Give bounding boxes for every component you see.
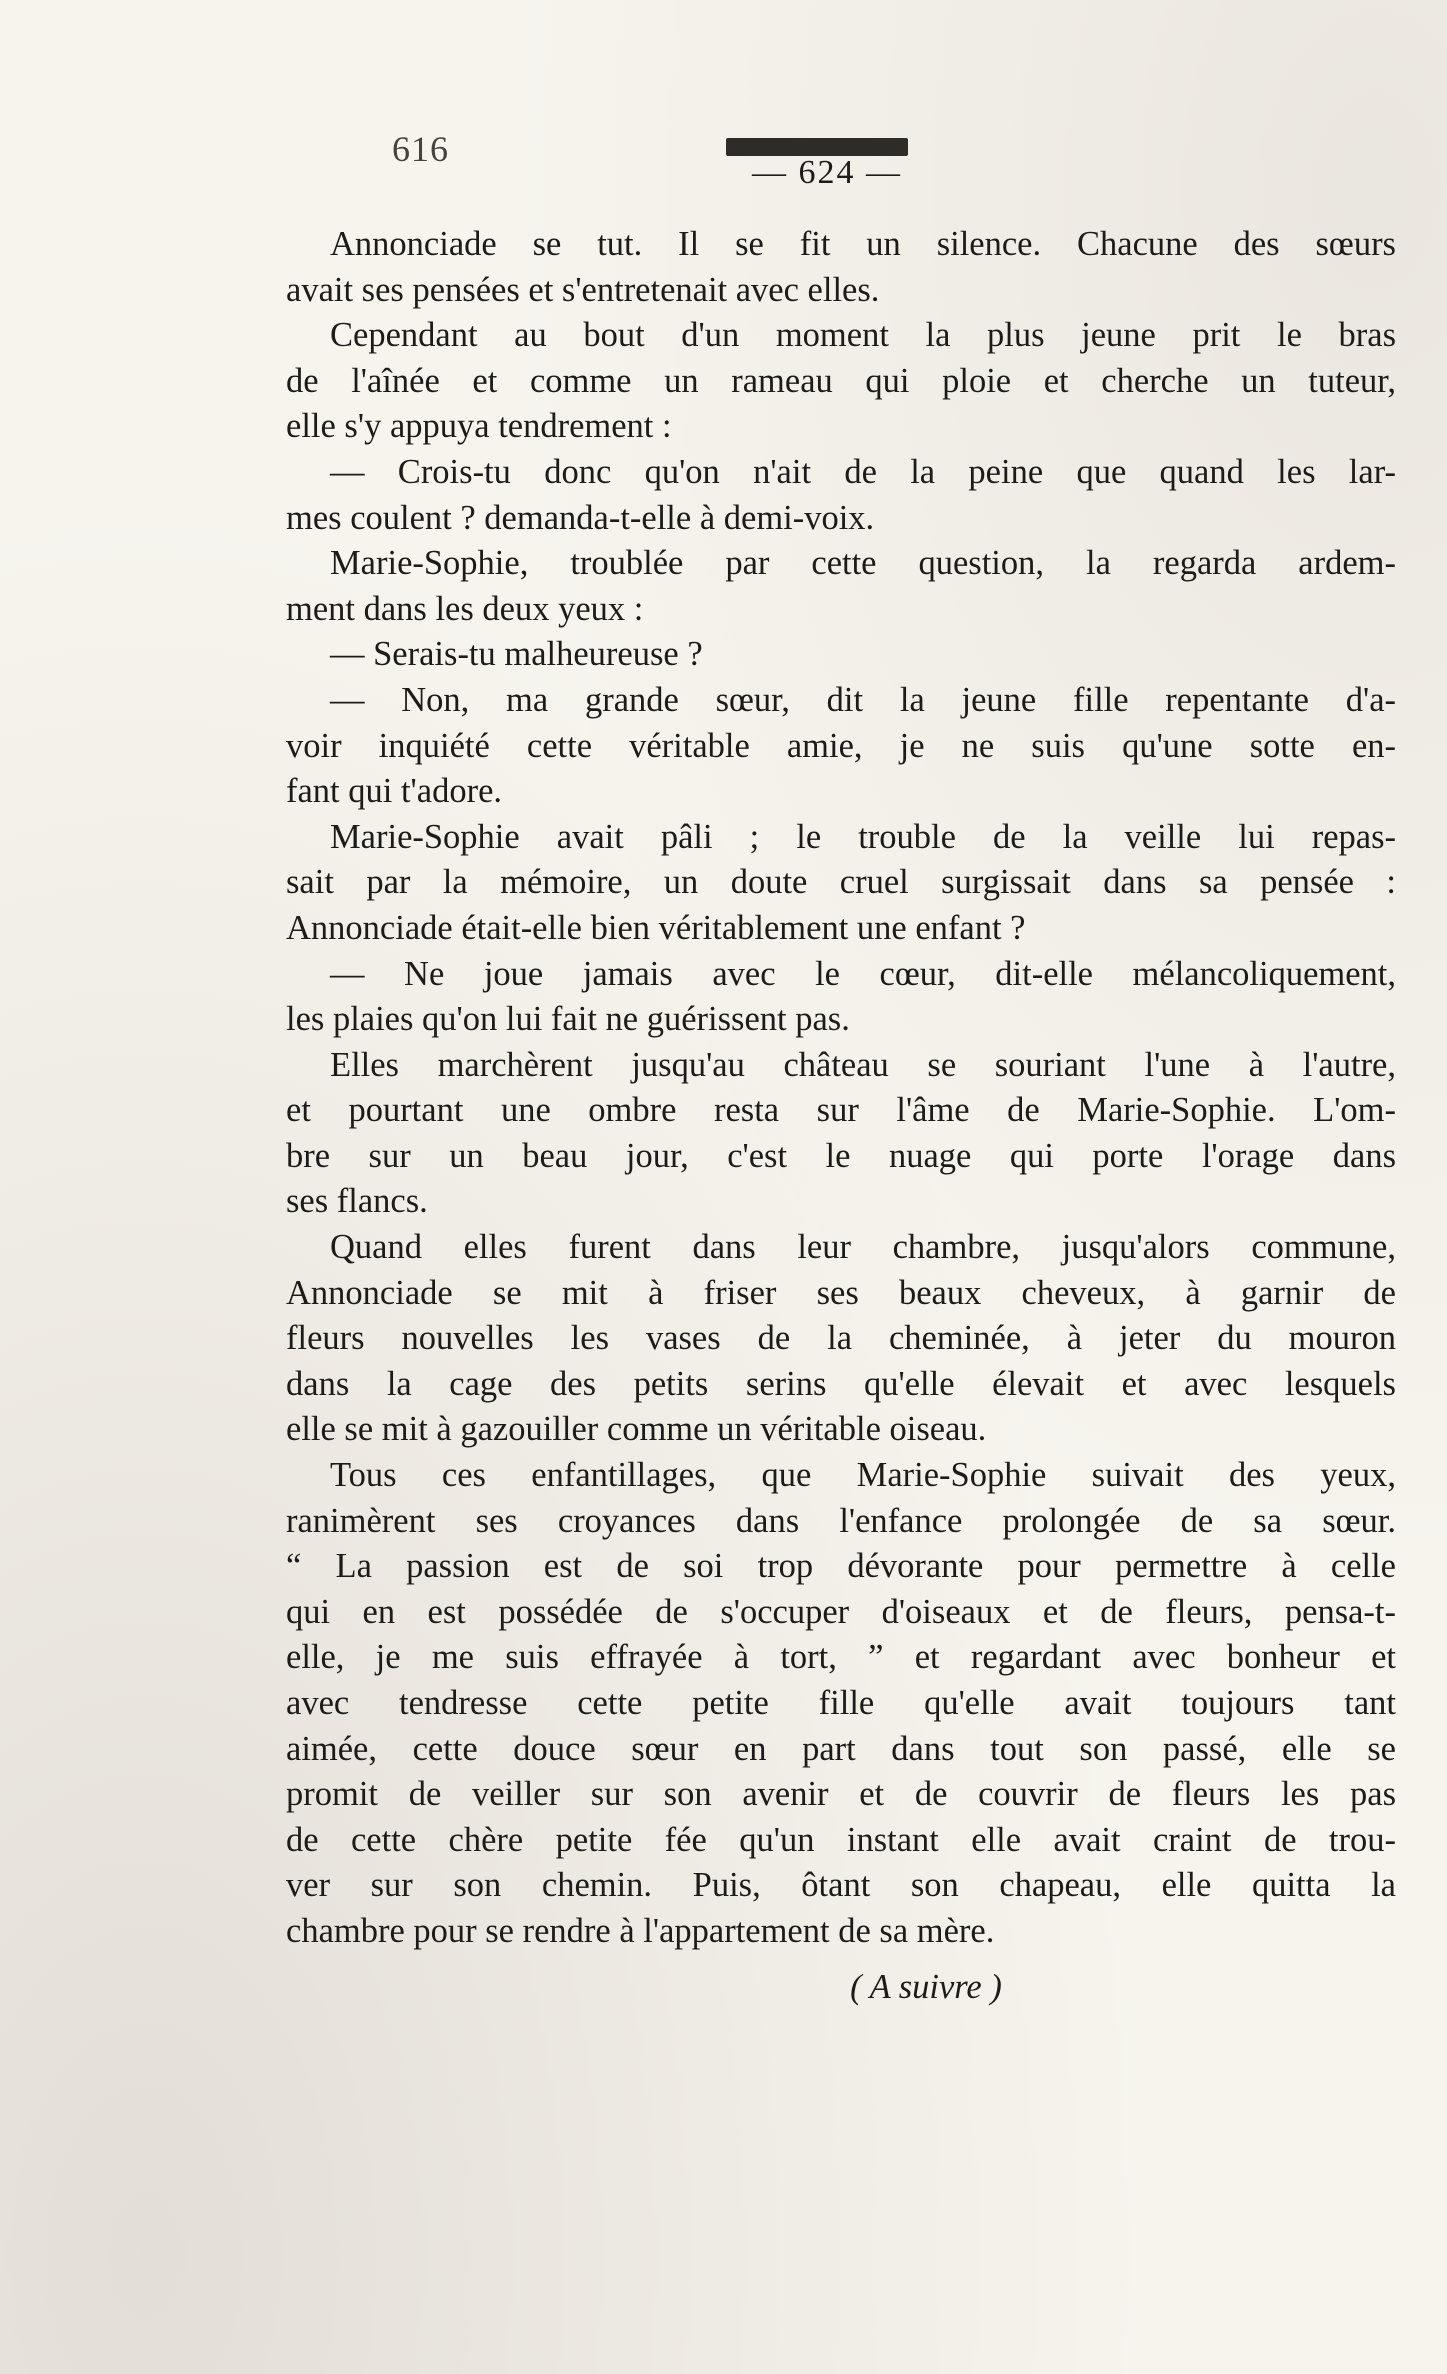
text-line: sait par la mémoire, un doute cruel surgissait dans sa pensée :: [286, 863, 1396, 902]
text-line: — Serais-tu malheureuse ?: [330, 635, 703, 674]
text-line: ver sur son chemin. Puis, ôtant son chapeau, elle quitta la: [286, 1866, 1396, 1905]
text-line: elle s'y appuya tendrement :: [286, 407, 672, 446]
text-line: Marie-Sophie avait pâli ; le trouble de la veille lui repas-: [330, 817, 1396, 856]
old-page-number: 616: [392, 129, 449, 169]
text-line: Marie-Sophie, troublée par cette question, la regarda ardem-: [330, 544, 1396, 583]
text-line: Tous ces enfantillages, que Marie-Sophie suivait des yeux,: [330, 1456, 1396, 1495]
text-line: bre sur un beau jour, c'est le nuage qui porte l'orage dans: [286, 1136, 1396, 1175]
text-line: de cette chère petite fée qu'un instant elle avait craint de trou-: [286, 1820, 1396, 1859]
text-line: Quand elles furent dans leur chambre, jusqu'alors commune,: [330, 1228, 1396, 1267]
text-line: voir inquiété cette véritable amie, je ne suis qu'une sotte en-: [286, 726, 1396, 765]
text-line: Annonciade se mit à friser ses beaux cheveux, à garnir de: [286, 1273, 1396, 1312]
text-line: — Crois-tu donc qu'on n'ait de la peine que quand les lar-: [330, 452, 1396, 491]
text-line: promit de veiller sur son avenir et de couvrir de fleurs les pas: [286, 1775, 1396, 1814]
text-line: Annonciade se tut. Il se fit un silence. Chacune des sœurs: [330, 225, 1396, 263]
text-line: fleurs nouvelles les vases de la cheminée, à jeter du mouron: [286, 1319, 1396, 1358]
text-line: et pourtant une ombre resta sur l'âme de Marie-Sophie. L'om-: [286, 1091, 1396, 1130]
text-line: Cependant au bout d'un moment la plus jeune prit le bras: [330, 316, 1396, 355]
text-line: Elles marchèrent jusqu'au château se souriant l'une à l'autre,: [330, 1045, 1396, 1084]
text-line: elle se mit à gazouiller comme un véritable oiseau.: [286, 1410, 987, 1449]
text-line: les plaies qu'on lui fait ne guérissent pas.: [286, 1000, 850, 1039]
page-number: — 624 —: [752, 154, 902, 191]
text-line: ranimèrent ses croyances dans l'enfance prolongée de sa sœur.: [286, 1501, 1396, 1540]
text-line: qui en est possédée de s'occuper d'oiseaux et de fleurs, pensa-t-: [286, 1592, 1396, 1631]
text-line: — Non, ma grande sœur, dit la jeune fille repentante d'a-: [330, 680, 1396, 719]
text-line: dans la cage des petits serins qu'elle élevait et avec lesquels: [286, 1364, 1396, 1403]
text-line: avec tendresse cette petite fille qu'elle avait toujours tant: [286, 1684, 1396, 1722]
text-line: ses flancs.: [286, 1182, 428, 1221]
text-line: ment dans les deux yeux :: [286, 589, 644, 628]
text-line: — Ne joue jamais avec le cœur, dit-elle mélancoliquement,: [330, 954, 1396, 993]
text-line: avait ses pensées et s'entretenait avec elles.: [286, 270, 880, 309]
to-be-continued-note: ( A suivre ): [850, 1967, 1002, 2006]
text-line: mes coulent ? demanda-t-elle à demi-voix.: [286, 498, 875, 537]
text-line: chambre pour se rendre à l'appartement de sa mère.: [286, 1911, 995, 1950]
text-line: “ La passion est de soi trop dévorante pour permettre à celle: [286, 1547, 1396, 1586]
body-text: [286, 222, 1396, 2010]
text-line: elle, je me suis effrayée à tort, ” et regardant avec bonheur et: [286, 1638, 1396, 1677]
text-line: fant qui t'adore.: [286, 772, 503, 811]
text-line: aimée, cette douce sœur en part dans tout son passé, elle se: [286, 1729, 1396, 1768]
text-line: Annonciade était-elle bien véritablement une enfant ?: [286, 908, 1026, 947]
text-line: de l'aînée et comme un rameau qui ploie et cherche un tuteur,: [286, 361, 1396, 400]
